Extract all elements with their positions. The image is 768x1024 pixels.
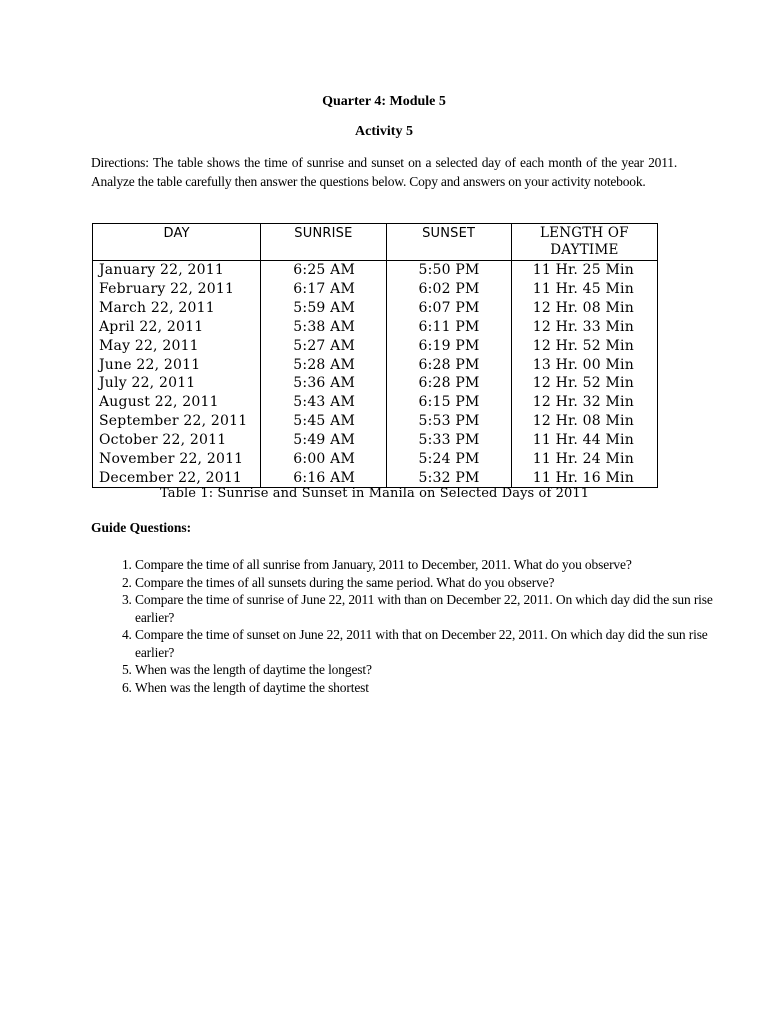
- table-row: [93, 280, 658, 299]
- cell-sunrise: 6:17 AM: [261, 280, 386, 299]
- cell-sunset: 5:53 PM: [386, 412, 511, 431]
- table-row: [93, 299, 658, 318]
- header-day: DAY: [93, 224, 261, 261]
- cell-sunrise: 5:49 AM: [261, 431, 386, 450]
- cell-sunset: 5:33 PM: [386, 431, 511, 450]
- cell-sunrise: 6:25 AM: [261, 261, 386, 280]
- table-row: [93, 374, 658, 393]
- question-item: 2. Compare the times of all sunsets during the same period. What do you observe?: [135, 574, 725, 592]
- cell-day: April 22, 2011: [93, 318, 261, 337]
- cell-sunrise: 6:16 AM: [261, 468, 386, 487]
- cell-day: October 22, 2011: [93, 431, 261, 450]
- cell-sunrise: 5:43 AM: [261, 393, 386, 412]
- guide-questions-heading: Guide Questions:: [91, 520, 192, 535]
- cell-sunrise: 6:00 AM: [261, 449, 386, 468]
- table-row: [93, 355, 658, 374]
- cell-length: 12 Hr. 52 Min: [511, 336, 657, 355]
- cell-sunrise: 5:36 AM: [261, 374, 386, 393]
- cell-sunrise: 5:59 AM: [261, 299, 386, 318]
- table-row: [93, 261, 658, 280]
- cell-sunset: 6:15 PM: [386, 393, 511, 412]
- table-row: [93, 468, 658, 487]
- cell-sunset: 5:32 PM: [386, 468, 511, 487]
- cell-length: 12 Hr. 32 Min: [511, 393, 657, 412]
- cell-day: January 22, 2011: [93, 261, 261, 280]
- directions-paragraph: Directions: The table shows the time of sunrise and sunset on a selected day of each month of the year 2011. Analyze the table carefully then answer the questions below. Copy and answers on your activity notebook.: [91, 155, 677, 189]
- cell-length: 11 Hr. 16 Min: [511, 468, 657, 487]
- cell-length: 11 Hr. 24 Min: [511, 449, 657, 468]
- header-sunrise: SUNRISE: [261, 224, 386, 261]
- question-item: 6. When was the length of daytime the shortest: [135, 679, 725, 697]
- table-row: [93, 412, 658, 431]
- cell-sunset: 6:28 PM: [386, 355, 511, 374]
- cell-sunset: 6:28 PM: [386, 374, 511, 393]
- cell-length: 11 Hr. 44 Min: [511, 431, 657, 450]
- sunrise-sunset-table: [92, 223, 658, 488]
- header-sunset: SUNSET: [386, 224, 511, 261]
- cell-length: 12 Hr. 08 Min: [511, 299, 657, 318]
- cell-length: 11 Hr. 25 Min: [511, 261, 657, 280]
- question-item: 5. When was the length of daytime the longest?: [135, 661, 725, 679]
- cell-sunset: 6:11 PM: [386, 318, 511, 337]
- table-row: [93, 431, 658, 450]
- table-caption: Table 1: Sunrise and Sunset in Manila on Selected Days of 2011: [160, 486, 590, 501]
- cell-day: March 22, 2011: [93, 299, 261, 318]
- cell-length: 13 Hr. 00 Min: [511, 355, 657, 374]
- cell-sunrise: 5:38 AM: [261, 318, 386, 337]
- cell-length: 12 Hr. 33 Min: [511, 318, 657, 337]
- header-length-of-daytime: LENGTH OF DAYTIME: [511, 224, 657, 261]
- cell-length: 12 Hr. 08 Min: [511, 412, 657, 431]
- table-row: [93, 318, 658, 337]
- question-item: 4. Compare the time of sunset on June 22, 2011 with that on December 22, 2011. On which day did the sun rise earlier?: [135, 626, 725, 661]
- table-row: [93, 336, 658, 355]
- activity-title: Activity 5: [355, 124, 413, 139]
- table-header-row: [93, 224, 658, 261]
- table-row: [93, 449, 658, 468]
- cell-day: December 22, 2011: [93, 468, 261, 487]
- cell-sunrise: 5:45 AM: [261, 412, 386, 431]
- cell-sunset: 6:07 PM: [386, 299, 511, 318]
- cell-day: May 22, 2011: [93, 336, 261, 355]
- cell-day: July 22, 2011: [93, 374, 261, 393]
- cell-sunset: 5:24 PM: [386, 449, 511, 468]
- question-item: 3. Compare the time of sunrise of June 22, 2011 with than on December 22, 2011. On which day did the sun rise earlier?: [135, 591, 725, 626]
- cell-length: 12 Hr. 52 Min: [511, 374, 657, 393]
- cell-sunset: 6:19 PM: [386, 336, 511, 355]
- cell-day: September 22, 2011: [93, 412, 261, 431]
- cell-day: February 22, 2011: [93, 280, 261, 299]
- cell-length: 11 Hr. 45 Min: [511, 280, 657, 299]
- cell-sunrise: 5:27 AM: [261, 336, 386, 355]
- cell-day: August 22, 2011: [93, 393, 261, 412]
- table-row: [93, 393, 658, 412]
- cell-day: June 22, 2011: [93, 355, 261, 374]
- cell-sunset: 5:50 PM: [386, 261, 511, 280]
- module-title: Quarter 4: Module 5: [322, 94, 446, 109]
- cell-sunrise: 5:28 AM: [261, 355, 386, 374]
- guide-questions-list: [91, 556, 725, 696]
- cell-day: November 22, 2011: [93, 449, 261, 468]
- cell-sunset: 6:02 PM: [386, 280, 511, 299]
- question-item: 1. Compare the time of all sunrise from January, 2011 to December, 2011. What do you observe?: [135, 556, 725, 574]
